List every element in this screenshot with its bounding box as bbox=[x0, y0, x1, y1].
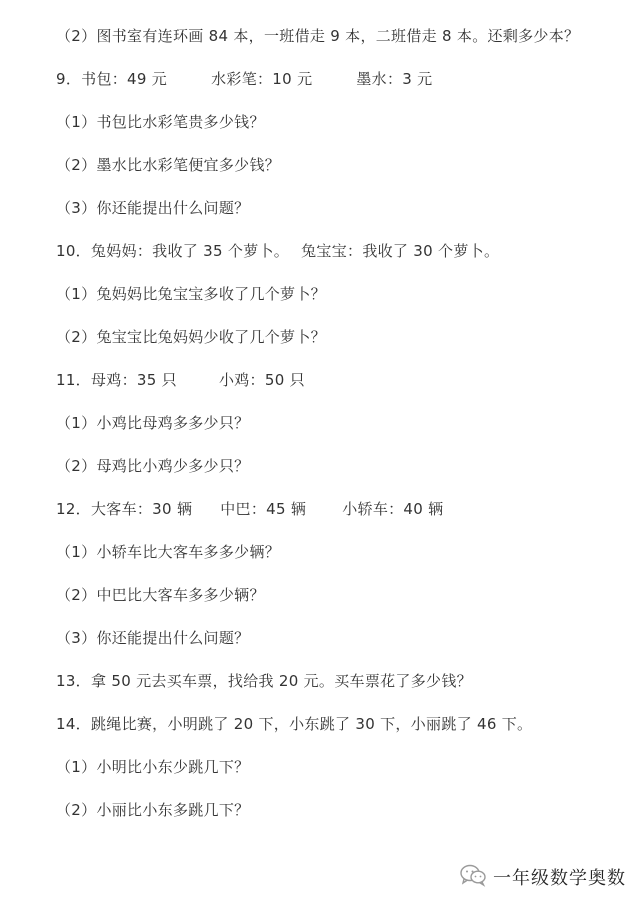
question-14 bbox=[56, 714, 532, 734]
rabbit-mother-statement: 10．兔妈妈：我收了 35 个萝卜。 bbox=[56, 242, 290, 260]
line-text: （3）你还能提出什么问题？ bbox=[56, 629, 250, 647]
line-text: （2）小丽比小东多跳几下？ bbox=[56, 801, 250, 819]
line-text: （2）母鸡比小鸡少多少只？ bbox=[56, 457, 250, 475]
hen-count: 11．母鸡：35 只 bbox=[56, 371, 177, 389]
question-9-part-2 bbox=[56, 155, 280, 175]
watermark bbox=[459, 862, 626, 892]
line-text: （2）兔宝宝比兔妈妈少收了几个萝卜？ bbox=[56, 328, 326, 346]
line-text: （3）你还能提出什么问题？ bbox=[56, 199, 250, 217]
item-ink-price: 墨水：3 元 bbox=[356, 70, 433, 88]
question-11-header bbox=[56, 370, 305, 390]
question-12-part-1 bbox=[56, 542, 280, 562]
minibus-count: 中巴：45 辆 bbox=[220, 500, 307, 518]
line-text: （2）图书室有连环画 84 本，一班借走 9 本，二班借走 8 本。还剩多少本？ bbox=[56, 27, 580, 45]
line-text: （1）兔妈妈比兔宝宝多收了几个萝卜？ bbox=[56, 285, 326, 303]
question-12-header bbox=[56, 499, 443, 519]
question-8-part-2 bbox=[56, 26, 579, 46]
question-11-part-2 bbox=[56, 456, 249, 476]
line-text: （1）小轿车比大客车多多少辆？ bbox=[56, 543, 281, 561]
item-watercolor-price: 水彩笔：10 元 bbox=[211, 70, 313, 88]
question-12-part-3 bbox=[56, 628, 249, 648]
line-text: （1）书包比水彩笔贵多少钱？ bbox=[56, 113, 265, 131]
question-14-part-1 bbox=[56, 757, 249, 777]
question-9-part-1 bbox=[56, 112, 265, 132]
line-text: （1）小明比小东少跳几下？ bbox=[56, 758, 250, 776]
question-9-header bbox=[56, 69, 433, 89]
rabbit-baby-statement: 兔宝宝：我收了 30 个萝卜。 bbox=[301, 242, 500, 260]
question-12-part-2 bbox=[56, 585, 265, 605]
line-text: （2）中巴比大客车多多少辆？ bbox=[56, 586, 265, 604]
chick-count: 小鸡：50 只 bbox=[218, 371, 305, 389]
line-text: （2）墨水比水彩笔便宜多少钱？ bbox=[56, 156, 281, 174]
watermark-text: 一年级数学奥数 bbox=[493, 868, 626, 889]
question-14-part-2 bbox=[56, 800, 249, 820]
car-count: 小轿车：40 辆 bbox=[342, 500, 444, 518]
question-9-part-3 bbox=[56, 198, 249, 218]
question-10-header bbox=[56, 241, 499, 261]
line-text: 13．拿 50 元去买车票，找给我 20 元。买车票花了多少钱？ bbox=[56, 672, 472, 690]
line-text: 14．跳绳比赛，小明跳了 20 下，小东跳了 30 下，小丽跳了 46 下。 bbox=[56, 715, 533, 733]
question-11-part-1 bbox=[56, 413, 249, 433]
line-text: （1）小鸡比母鸡多多少只？ bbox=[56, 414, 250, 432]
question-10-part-2 bbox=[56, 327, 326, 347]
question-10-part-1 bbox=[56, 284, 326, 304]
question-13 bbox=[56, 671, 472, 691]
bus-count: 12．大客车：30 辆 bbox=[56, 500, 193, 518]
item-bag-price: 9．书包：49 元 bbox=[56, 70, 168, 88]
wechat-icon bbox=[459, 863, 487, 891]
